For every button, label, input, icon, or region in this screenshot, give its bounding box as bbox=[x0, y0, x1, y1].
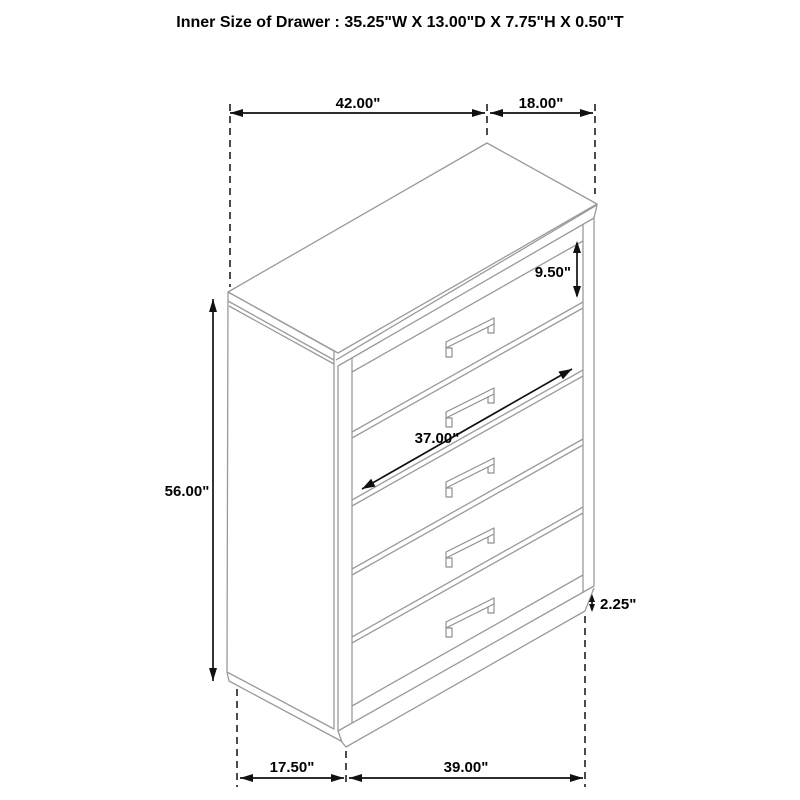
handle-foot-icon bbox=[446, 418, 452, 427]
handle-foot-icon bbox=[446, 558, 452, 567]
dim-base-height-label: 2.25" bbox=[600, 596, 637, 613]
arrowhead-right-icon bbox=[331, 774, 344, 782]
dim-overall-height bbox=[165, 299, 217, 681]
chest-drawing bbox=[227, 143, 597, 747]
dim-overall-width-label: 42.00" bbox=[335, 95, 381, 112]
dim-drawer-front-width-label: 37.00" bbox=[414, 430, 460, 447]
dim-floor-width bbox=[349, 759, 583, 782]
dim-overall-width bbox=[230, 95, 485, 117]
dim-overall-height-label: 56.00" bbox=[164, 483, 210, 500]
dim-top-depth-label: 18.00" bbox=[518, 95, 564, 112]
chest-side-face bbox=[227, 292, 334, 729]
dim-floor-width-label: 39.00" bbox=[443, 759, 489, 776]
arrowhead-right-icon bbox=[472, 109, 485, 117]
arrowhead-left-icon bbox=[240, 774, 253, 782]
dim-top-depth bbox=[490, 95, 593, 117]
arrowhead-left-icon bbox=[349, 774, 362, 782]
arrowhead-right-icon bbox=[580, 109, 593, 117]
handle-foot-icon bbox=[446, 348, 452, 357]
handle-foot-icon bbox=[446, 628, 452, 637]
dim-floor-depth-label: 17.50" bbox=[269, 759, 315, 776]
arrowhead-up-icon bbox=[209, 299, 217, 312]
dim-floor-depth bbox=[240, 759, 344, 782]
arrowhead-down-icon bbox=[209, 668, 217, 681]
arrowhead-right-icon bbox=[570, 774, 583, 782]
arrowhead-left-icon bbox=[230, 109, 243, 117]
arrowhead-down-icon bbox=[589, 604, 595, 612]
dim-top-drawer-height-label: 9.50" bbox=[534, 264, 571, 281]
arrowhead-left-icon bbox=[490, 109, 503, 117]
dim-base-height bbox=[589, 594, 636, 613]
diagram-title: Inner Size of Drawer : 35.25"W X 13.00"D X 7.75"H X 0.50"T bbox=[176, 14, 624, 31]
handle-foot-icon bbox=[446, 488, 452, 497]
